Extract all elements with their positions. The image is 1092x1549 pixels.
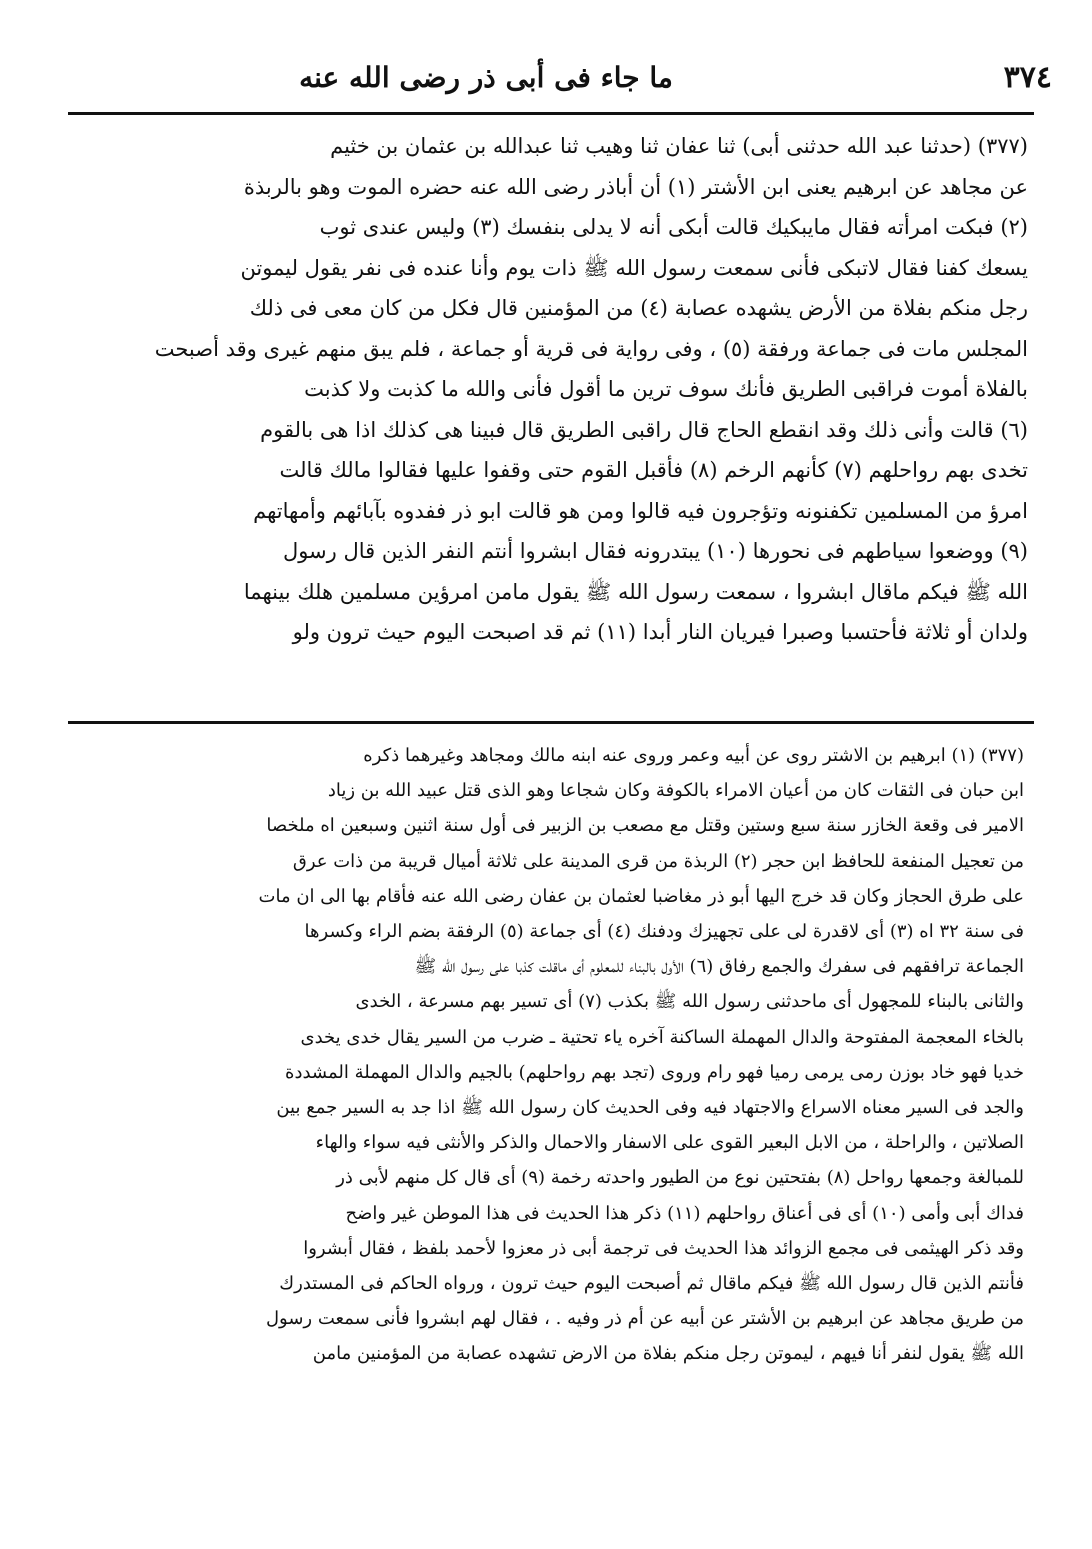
footnote-line: والجد فى السير معناه الاسراع والاجتهاد فيه وفى الحديث كان رسول الله ﷺ اذا جد به السير جمع بين bbox=[276, 1097, 1024, 1119]
main-text-line: (٩) ووضعوا سياطهم فى نحورها (١٠) يبتدرونه فقال ابشروا أنتم النفر الذين قال رسول bbox=[282, 539, 1028, 563]
footnote-line: الله ﷺ يقول لنفر أنا فيهم ، ليموتن رجل منكم بفلاة من الارض تشهده عصابة من المؤمنين مامن bbox=[312, 1343, 1024, 1365]
footnote-line: الجماعة ترافقهم فى سفرك والجمع رفاق (٦) الأول بالبناء للمعلوم أى ماقلت كذبا على رسول الله ﷺ bbox=[414, 956, 1024, 978]
footnote-separator bbox=[68, 721, 1034, 724]
page-number: ٣٧٤ bbox=[1003, 60, 1052, 95]
footnote-line: والثانى بالبناء للمجهول أى ماحدثنى رسول الله ﷺ بكذب (٧) أى تسير بهم مسرعة ، الخدى bbox=[355, 991, 1024, 1013]
footnote-line: على طرق الحجاز وكان قد خرج اليها أبو ذر مغاضبا لعثمان بن عفان رضى الله عنه فأقام بها الى ان مات bbox=[258, 885, 1024, 907]
main-text-line: الله ﷺ فيكم ماقال ابشروا ، سمعت رسول الله ﷺ يقول مامن امرؤين مسلمين هلك بينهما bbox=[243, 579, 1028, 604]
footnote-line: خديا فهو خاد بوزن رمى يرمى رميا فهو رام وروى (تجد بهم رواحلهم) بالجيم والدال المهملة المشددة bbox=[285, 1061, 1024, 1083]
main-text-line: (٢) فبكت امرأته فقال مايبكيك قالت أبكى أنه لا يدلى بنفسك (٣) وليس عندى ثوب bbox=[319, 215, 1028, 239]
running-title: ما جاء فى أبى ذر رضى الله عنه bbox=[299, 61, 673, 94]
main-text-line: ولدان أو ثلاثة فأحتسبا وصبرا فيريان النار أبدا (١١) ثم قد اصبحت اليوم حيث ترون ولو bbox=[292, 620, 1028, 644]
main-text bbox=[88, 126, 1028, 653]
header-rule bbox=[68, 112, 1034, 115]
main-text-line: بالفلاة أموت فراقبى الطريق فأنك سوف ترين ما أقول فأنى والله ما كذبت ولا كذبت bbox=[304, 377, 1028, 401]
footnote-line: للمبالغة وجمعها رواحل (٨) بفتحتين نوع من الطيور واحدته رخمة (٩) أى قال كل منهم لأبى ذر bbox=[336, 1167, 1024, 1189]
footnote-line: بالخاء المعجمة المفتوحة والدال المهملة الساكنة آخره ياء تحتية ـ ضرب من السير يقال خدى يخدى bbox=[300, 1026, 1024, 1048]
footnote-line: (٣٧٧) (١) ابرهيم بن الاشتر روى عن أبيه وعمر وروى عنه ابنه مالك ومجاهد وغيرهما ذكره bbox=[363, 745, 1024, 766]
main-text-line: يسعك كفنا فقال لاتبكى فأنى سمعت رسول الله ﷺ ذات يوم وأنا عنده فى نفر يقول ليموتن bbox=[240, 255, 1028, 280]
footnote-line: الامير فى وقعة الخازر سنة سبع وستين وقتل مع مصعب بن الزبير فى أول سنة اثنين وسبعين اه ملخصا bbox=[266, 815, 1024, 837]
footnote-line: فأنتم الذين قال رسول الله ﷺ فيكم ماقال ثم أصبحت اليوم حيث ترون ، ورواه الحاكم فى المستدرك bbox=[279, 1273, 1024, 1295]
main-text-line: امرؤ من المسلمين تكفنونه وتؤجرون فيه قالوا ومن هو قالت ابو ذر ففدوه بآبائهم وأمهاتهم bbox=[253, 498, 1028, 523]
main-text-line: (٣٧٧) (حدثنا عبد الله حدثنى أبى) ثنا عفان ثنا وهيب ثنا عبدالله بن عثمان بن خثيم bbox=[330, 134, 1028, 158]
main-text-line: (٦) قالت وأنى ذلك وقد انقطع الحاج قال راقبى الطريق قال فبينا هى كذلك اذا هى بالقوم bbox=[260, 417, 1028, 442]
footnote-line: من تعجيل المنفعة للحافظ ابن حجر (٢) الربذة من قرى المدينة على ثلاثة أميال قريبة من ذات عرق bbox=[292, 850, 1024, 872]
footnote-line: وقد ذكر الهيثمى فى مجمع الزوائد هذا الحديث فى ترجمة أبى ذر معزوا لأحمد بلفظ ، فقال أبشروا bbox=[303, 1237, 1024, 1259]
footnote-line: ابن حبان فى الثقات كان من أعيان الامراء بالكوفة وكان شجاعا وهو الذى قتل عبيد الله بن زياد bbox=[327, 780, 1024, 802]
main-text-line: رجل منكم بفلاة من الأرض يشهده عصابة (٤) من المؤمنين قال فكل من كان معى فى ذلك bbox=[249, 296, 1028, 320]
footnote-line: من طريق مجاهد عن ابرهيم بن الأشتر عن أبيه عن أم ذر وفيه . ، فقال لهم ابشروا فأنى سمعت رسول bbox=[265, 1308, 1024, 1330]
footnote-line: الصلاتين ، والراحلة ، من الابل البعير القوى على الاسفار والاحمال والذكر والأنثى فيه سواء والهاء bbox=[315, 1132, 1024, 1154]
footnote-line: فى سنة ٣٢ اه (٣) أى لاقدرة لى على تجهيزك ودفنك (٤) أى جماعة (٥) الرفقة بضم الراء وكسرها bbox=[304, 921, 1024, 943]
main-text-line: تخدى بهم رواحلهم (٧) كأنهم الرخم (٨) فأقبل القوم حتى وقفوا عليها فقالوا مالك قالت bbox=[279, 458, 1028, 482]
footnotes bbox=[84, 738, 1024, 1372]
footnote-line: فداك أبى وأمى (١٠) أى فى أعناق رواحلهم (١١) ذكر هذا الحديث فى هذا الموطن غير واضح bbox=[345, 1202, 1024, 1224]
running-header bbox=[80, 56, 892, 102]
main-text-line: عن مجاهد عن ابرهيم يعنى ابن الأشتر (١) أن أباذر رضى الله عنه حضره الموت وهو بالربذة bbox=[243, 174, 1028, 199]
main-text-line: المجلس مات فى جماعة ورفقة (٥) ، وفى رواية فى قرية أو جماعة ، فلم يبق منهم غيرى وقد أصبحت bbox=[154, 336, 1028, 361]
